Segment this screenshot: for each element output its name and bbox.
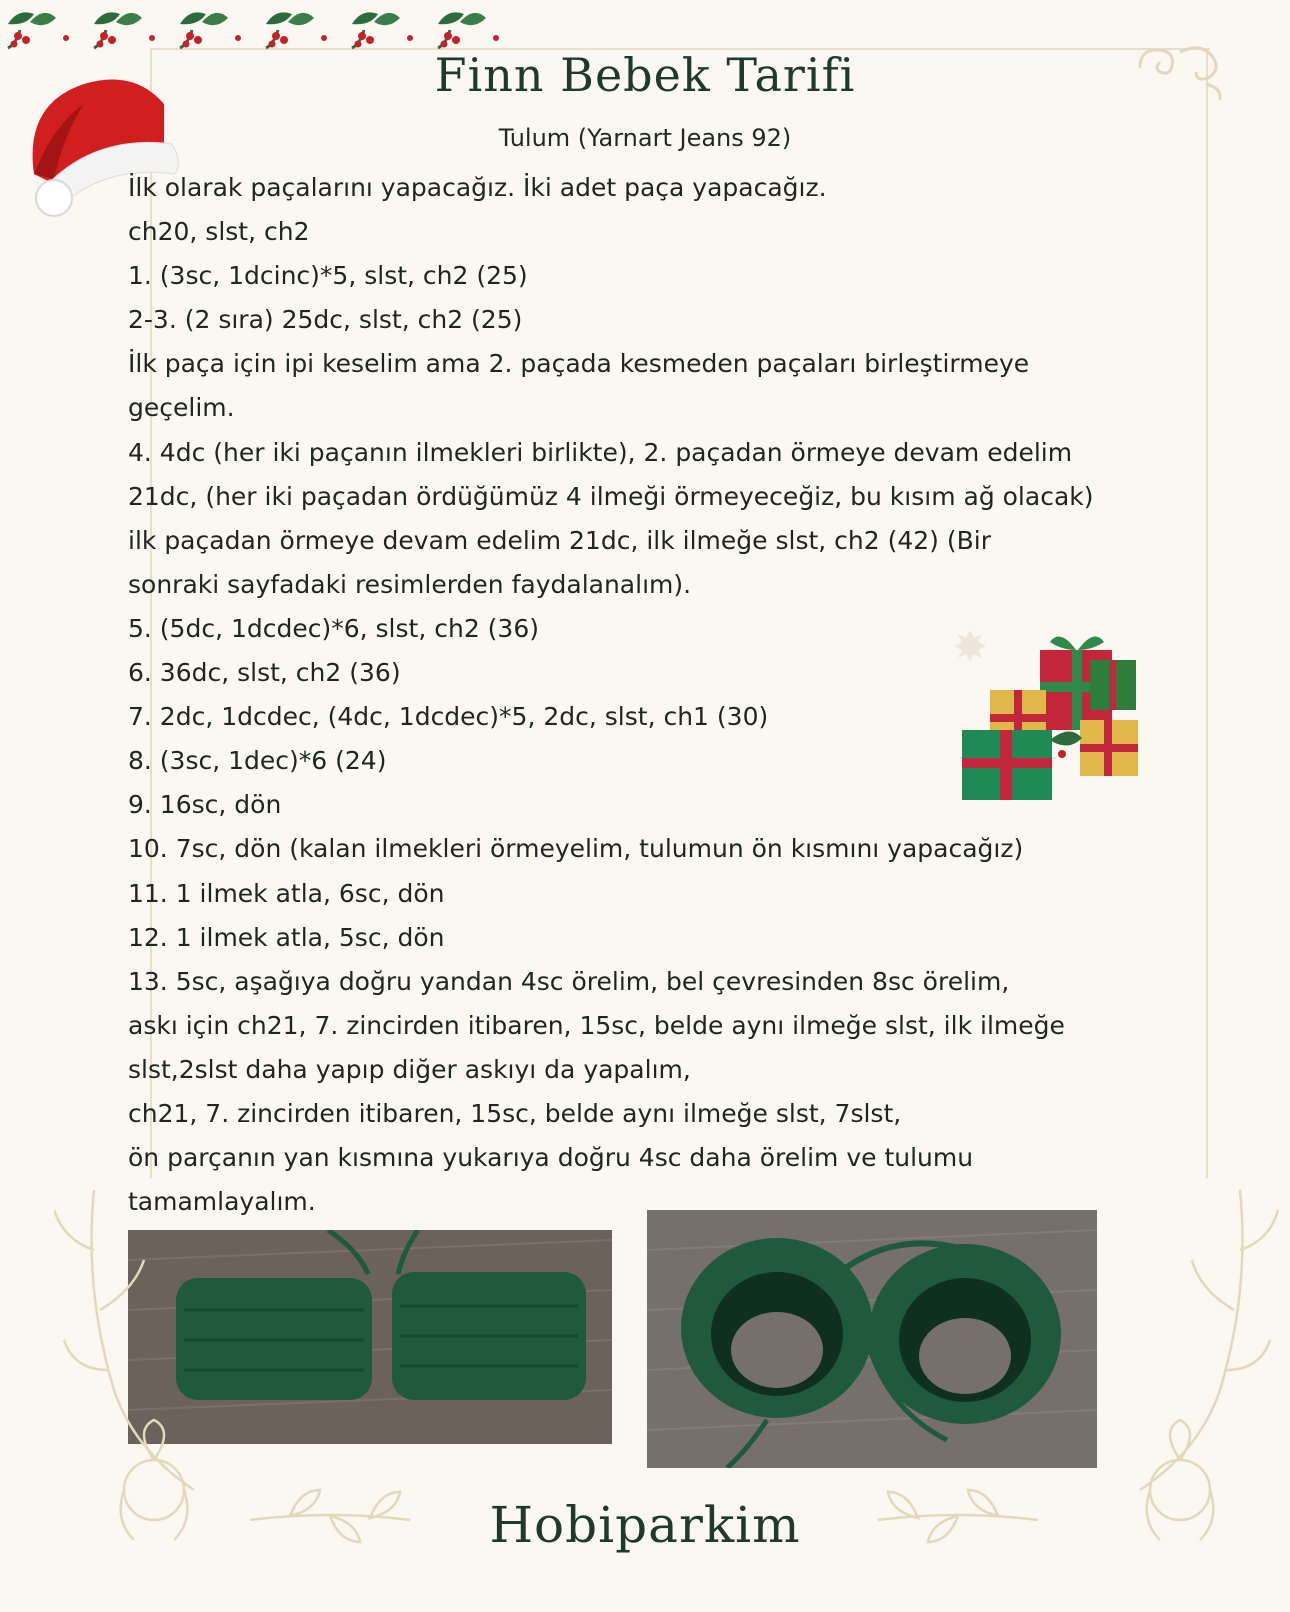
recipe-line: tamamlayalım.: [128, 1187, 316, 1217]
recipe-line: İlk olarak paçalarını yapacağız. İki adet paça yapacağız.: [128, 173, 827, 202]
recipe-line: geçelim.: [128, 393, 235, 423]
gift-boxes-icon: [950, 620, 1150, 810]
recipe-line: 13. 5sc, aşağıya doğru yandan 4sc örelim, bel çevresinden 8sc örelim,: [128, 966, 1010, 996]
recipe-line: ch20, slst, ch2: [128, 217, 310, 247]
recipe-line: 9. 16sc, dön: [128, 790, 282, 820]
recipe-line: 2-3. (2 sıra) 25dc, slst, ch2 (25): [128, 305, 523, 335]
recipe-line: 4. 4dc (her iki paçanın ilmekleri birlikte), 2. paçadan örmeye devam edelim: [128, 437, 1073, 467]
recipe-line: 21dc, (her iki paçadan ördüğümüz 4 ilmeği örmeyeceğiz, bu kısım ağ olacak): [128, 481, 1094, 511]
recipe-line: ch21, 7. zincirden itibaren, 15sc, belde aynı ilmeğe slst, 7slst,: [128, 1098, 902, 1128]
recipe-line: 10. 7sc, dön (kalan ilmekleri örmeyelim, tulumun ön kısmını yapacağız): [128, 834, 1024, 864]
page-title: Finn Bebek Tarifi: [434, 48, 856, 102]
recipe-line: 1. (3sc, 1dcinc)*5, slst, ch2 (25): [128, 261, 528, 291]
frame-right-border: [1206, 48, 1208, 1178]
recipe-line: sonraki sayfadaki resimlerden faydalanalım).: [128, 569, 692, 599]
recipe-line: ön parçanın yan kısmına yukarıya doğru 4sc daha örelim ve tulumu: [128, 1143, 974, 1173]
recipe-line: İlk paça için ipi keselim ama 2. paçada kesmeden paçaları birleştirmeye: [128, 349, 1030, 379]
recipe-line: ilk paçadan örmeye devam edelim 21dc, ilk ilmeğe slst, ch2 (42) (Bir: [128, 525, 992, 555]
recipe-line: 5. (5dc, 1dcdec)*6, slst, ch2 (36): [128, 613, 539, 643]
recipe-line: 11. 1 ilmek atla, 6sc, dön: [128, 878, 445, 908]
recipe-line: 12. 1 ilmek atla, 5sc, dön: [128, 922, 445, 952]
page-subtitle: Tulum (Yarnart Jeans 92): [498, 124, 792, 152]
recipe-line: 8. (3sc, 1dec)*6 (24): [128, 746, 387, 776]
crochet-joined-legs-photo: [647, 1210, 1097, 1468]
recipe-line: 6. 36dc, slst, ch2 (36): [128, 658, 401, 688]
recipe-line: 7. 2dc, 1dcdec, (4dc, 1dcdec)*5, 2dc, slst, ch1 (30): [128, 702, 769, 732]
recipe-line: slst,2slst daha yapıp diğer askıyı da yapalım,: [128, 1054, 691, 1084]
brand-name: Hobiparkim: [489, 1496, 801, 1554]
recipe-line: askı için ch21, 7. zincirden itibaren, 15sc, belde aynı ilmeğe slst, ilk ilmeğe: [128, 1010, 1065, 1040]
